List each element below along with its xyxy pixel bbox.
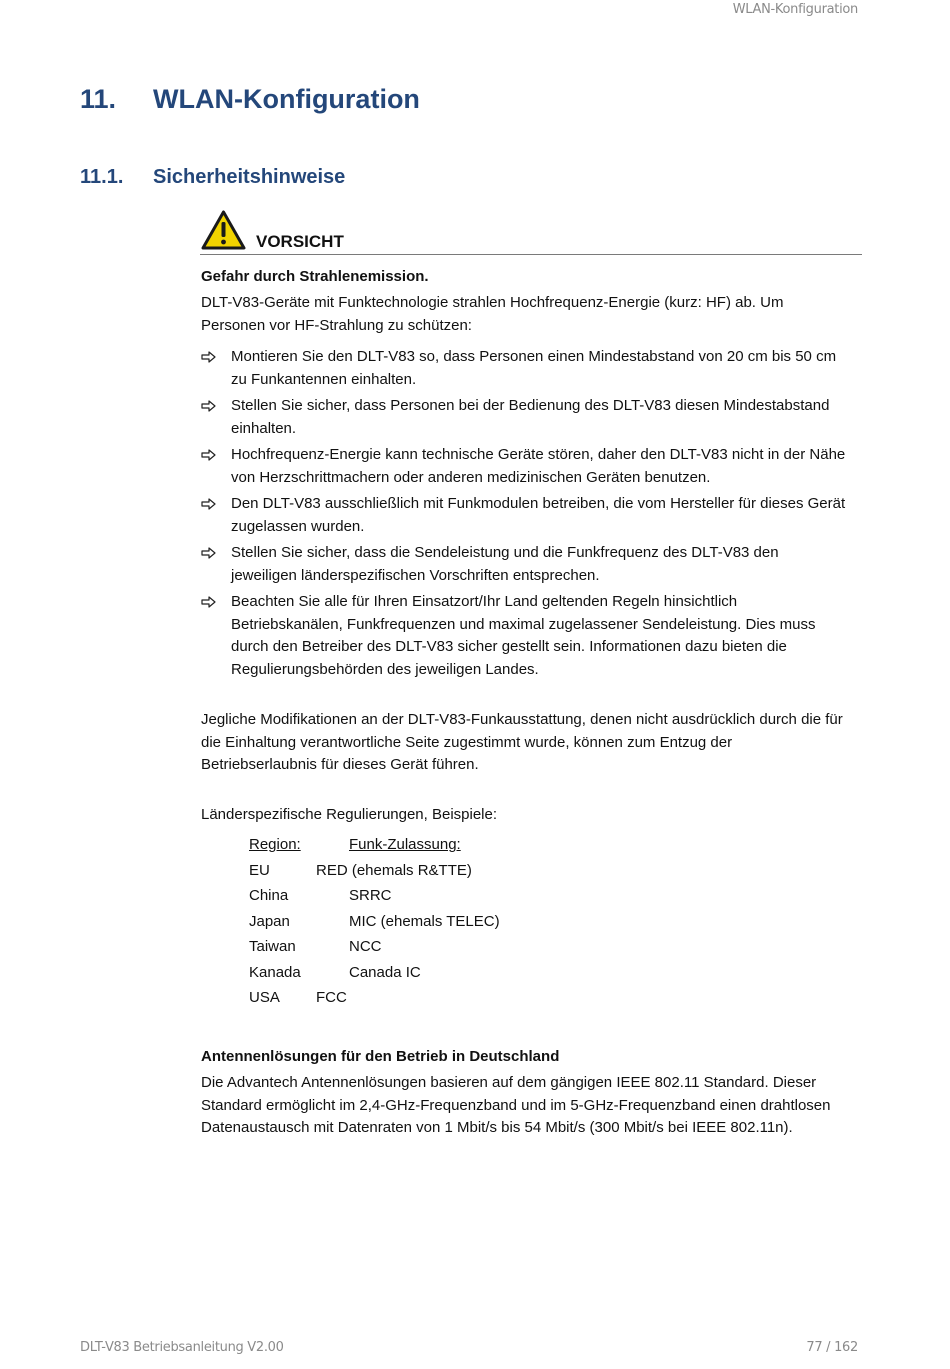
bullet-text-line: zu Funkantennen einhalten. <box>231 370 417 388</box>
bullet-text-line: durch den Betreiber des DLT-V83 sicher gestellt sein. Informationen dazu bieten die <box>231 638 787 655</box>
bullet-text-line: zugelassen wurden. <box>231 517 365 535</box>
antenna-line-1: Die Advantech Antennenlösungen basieren auf dem gängigen IEEE 802.11 Standard. Dieser <box>201 1074 817 1091</box>
arrow-right-icon <box>201 449 216 461</box>
bullet-text-line: Den DLT-V83 ausschließlich mit Funkmodulen betreiben, die vom Hersteller für dieses Gerät <box>231 495 846 512</box>
modifications-line-2: die Einhaltung verantwortliche Seite zugestimmt wurde, können zum Entzug der <box>201 733 733 751</box>
warning-bullet-list <box>201 346 866 685</box>
region-cell: China <box>249 887 289 904</box>
approval-cell: Canada IC <box>349 963 421 981</box>
arrow-right-icon <box>201 400 216 412</box>
arrow-right-icon <box>201 547 216 559</box>
warning-triangle-icon <box>201 210 246 250</box>
arrow-right-icon <box>201 596 216 608</box>
list-item <box>201 493 866 538</box>
region-cell: Japan <box>249 912 290 930</box>
approval-cell: RED (ehemals R&TTE) <box>316 861 472 879</box>
approval-column-header: Funk-Zulassung: <box>349 836 461 853</box>
bullet-text-line: Stellen Sie sicher, dass die Sendeleistung und die Funkfrequenz des DLT-V83 den <box>231 544 779 561</box>
bullet-text-line: Hochfrequenz-Energie kann technische Geräte stören, daher den DLT-V83 nicht in der Nähe <box>231 446 846 463</box>
bullet-text-line: Beachten Sie alle für Ihren Einsatzort/Ihr Land geltenden Regeln hinsichtlich <box>231 593 738 610</box>
approval-cell: SRRC <box>349 887 392 904</box>
bullet-text-line: einhalten. <box>231 419 297 437</box>
bullet-text-line: Stellen Sie sicher, dass Personen bei der Bedienung des DLT-V83 diesen Mindestabstand <box>231 397 830 414</box>
chapter-title: WLAN-Konfiguration <box>153 84 420 114</box>
list-item <box>201 542 866 587</box>
antenna-line-2: Standard ermöglicht im 2,4-GHz-Frequenzband und im 5-GHz-Frequenzband einen drahtlosen <box>201 1096 831 1114</box>
footer-document-title: DLT-V83 Betriebsanleitung V2.00 <box>80 1340 284 1355</box>
bullet-text-line: Montieren Sie den DLT-V83 so, dass Personen einen Mindestabstand von 20 cm bis 50 cm <box>231 348 837 365</box>
approval-cell: FCC <box>316 989 347 1006</box>
list-item <box>201 346 866 391</box>
bullet-text-line: von Herzschrittmachern oder anderen medizinischen Geräten benutzen. <box>231 468 711 486</box>
chapter-heading <box>80 84 420 115</box>
warning-header <box>200 209 862 255</box>
regulations-intro: Länderspezifische Regulierungen, Beispiele: <box>201 806 498 823</box>
region-column-header: Region: <box>249 836 301 853</box>
antenna-line-3: Datenaustausch mit Datenraten von 1 Mbit/s bis 54 Mbit/s (300 Mbit/s bei IEEE 802.11n). <box>201 1119 793 1136</box>
footer-page-number: 77 / 162 <box>806 1340 858 1355</box>
modifications-line-3: Betriebserlaubnis für dieses Gerät führen. <box>201 756 479 773</box>
modifications-line-1: Jegliche Modifikationen an der DLT-V83-Funkausstattung, denen nicht ausdrücklich durch die für <box>201 711 843 728</box>
arrow-right-icon <box>201 351 216 363</box>
region-cell: USA <box>249 989 280 1006</box>
list-item <box>201 444 866 489</box>
running-header: WLAN-Konfiguration <box>732 2 858 17</box>
bullet-text-line: jeweiligen länderspezifischen Vorschriften entsprechen. <box>231 566 600 584</box>
bullet-text-line: Regulierungsbehörden des jeweiligen Landes. <box>231 660 539 678</box>
list-item <box>201 395 866 440</box>
bullet-text-line: Betriebskanälen, Funkfrequenzen und maximal zugelassener Sendeleistung. Dies muss <box>231 615 816 633</box>
warning-label: VORSICHT <box>256 232 344 251</box>
warning-intro-line-2: Personen vor HF-Strahlung zu schützen: <box>201 316 472 334</box>
warning-intro-line-1: DLT-V83-Geräte mit Funktechnologie strahlen Hochfrequenz-Energie (kurz: HF) ab. Um <box>201 294 784 311</box>
list-item <box>201 591 866 681</box>
region-cell: Kanada <box>249 963 301 981</box>
chapter-number: 11. <box>80 84 117 114</box>
section-number: 11.1. <box>80 166 124 188</box>
warning-heading: Gefahr durch Strahlenemission. <box>201 268 429 285</box>
antenna-heading: Antennenlösungen für den Betrieb in Deutschland <box>201 1048 560 1065</box>
section-heading <box>80 166 345 189</box>
arrow-right-icon <box>201 498 216 510</box>
region-cell: Taiwan <box>249 938 296 955</box>
approval-cell: MIC (ehemals TELEC) <box>349 912 500 930</box>
approval-cell: NCC <box>349 938 382 955</box>
region-cell: EU <box>249 861 270 879</box>
section-title: Sicherheitshinweise <box>153 166 346 188</box>
